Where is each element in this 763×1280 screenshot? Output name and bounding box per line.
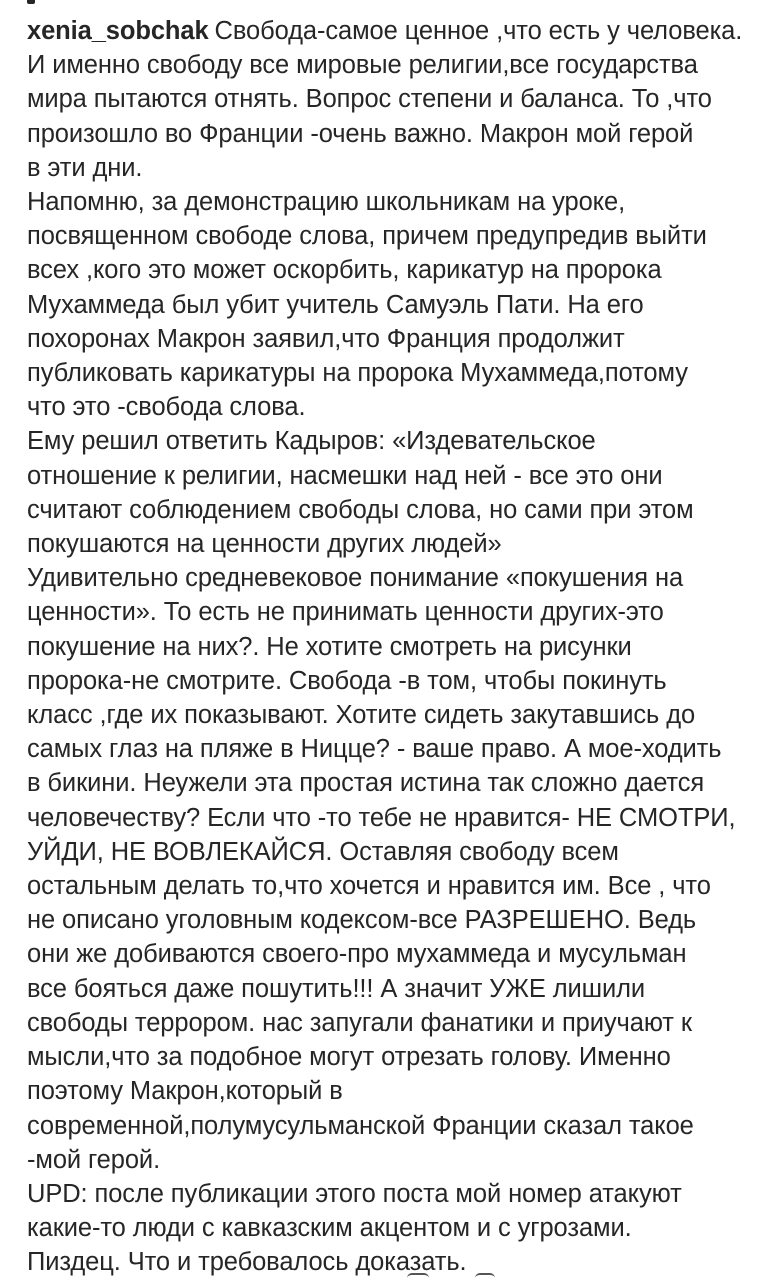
caption-line: в бикини. Неужели эта простая истина так сложно дается [27,769,705,798]
caption-line: они же добиваются своего-про мухаммеда и мусульман [27,940,687,969]
caption-line: публиковать карикатуры на пророка Мухаммеда,потому [27,359,688,388]
caption-line: похоронах Макрон заявил,что Франция продолжит [27,324,625,353]
caption-line-text: Свобода-самое ценное ,что есть у человека. [214,17,743,45]
cropped-bottom-fragment [27,1273,752,1280]
caption-line: считают соблюдением свободы слова, но сами при этом [27,495,694,524]
caption-line [27,14,752,48]
caption-line: всех ,кого это может оскорбить, карикатур на пророка [27,256,662,285]
caption-line: мысли,что за подобное могут отрезать голову. Именно [27,1043,671,1072]
cropped-glyph-fragment [407,1273,429,1278]
cropped-text-fragment [27,0,35,4]
caption-line: современной,полумусульманской Франции сказал такое [27,1111,694,1140]
caption-line: какие-то люди с кавказским акцентом и с угрозами. [27,1214,632,1243]
caption-line: класс ,где их показывают. Хотите сидеть закутавшись до [27,701,696,730]
caption-line: все бояться даже пошутить!!! А значит УЖЕ лишили [27,974,646,1003]
cropped-glyph-fragment [475,1273,495,1278]
caption-line: в эти дни. [27,153,143,182]
caption-line: ценности». То есть не принимать ценности других-это [27,598,664,627]
caption-line: -мой герой. [27,1145,161,1174]
caption-line: самых глаз на пляже в Ницце? - ваше право. А мое-ходить [27,735,722,764]
caption-line: отношение к религии, насмешки над ней - все это они [27,461,663,490]
caption-line: Удивительно средневековое понимание «покушения на [27,564,684,593]
caption-line: свободы террором. нас запугали фанатики и приучают к [27,1008,692,1037]
caption-line: покушаются на ценности других людей» [27,530,502,559]
username-link[interactable]: xenia_sobchak [27,17,209,45]
caption-line: Напомню, за демонстрацию школьникам на уроке, [27,188,626,217]
caption-line: покушение на них?. Не хотите смотреть на рисунки [27,632,632,661]
caption-line: УЙДИ, НЕ ВОВЛЕКАЙСЯ. Оставляя свободу всем [27,837,619,866]
caption-line: человечеству? Если что -то тебе не нравится- НЕ СМОТРИ, [27,803,736,832]
caption-line: не описано уголовным кодексом-все РАЗРЕШЕНО. Ведь [27,906,697,935]
caption-line: произошло во Франции -очень важно. Макрон мой герой [27,119,694,148]
caption-line: мира пытаются отнять. Вопрос степени и баланса. То ,что [27,85,712,114]
caption-line: UPD: после публикации этого поста мой номер атакуют [27,1179,682,1208]
caption-line: что это -свобода слова. [27,393,306,422]
caption-line: посвященном свободе слова, причем предупредив выйти [27,222,707,251]
caption-line: Пиздец. Что и требовалось доказать. [27,1248,467,1277]
caption-line: И именно свободу все мировые религии,все государства [27,51,698,80]
caption-line: остальным делать то,что хочется и нравится им. Все , что [27,872,711,901]
caption-line: поэтому Макрон,который в [27,1077,343,1106]
post-caption [27,14,752,1280]
caption-line: Ему решил ответить Кадыров: «Издевательское [27,427,596,456]
caption-line: Мухаммеда был убит учитель Самуэль Пати. На его [27,290,644,319]
caption-line: пророка-не смотрите. Свобода -в том, чтобы покинуть [27,666,667,695]
post-caption-screenshot [27,0,752,1280]
